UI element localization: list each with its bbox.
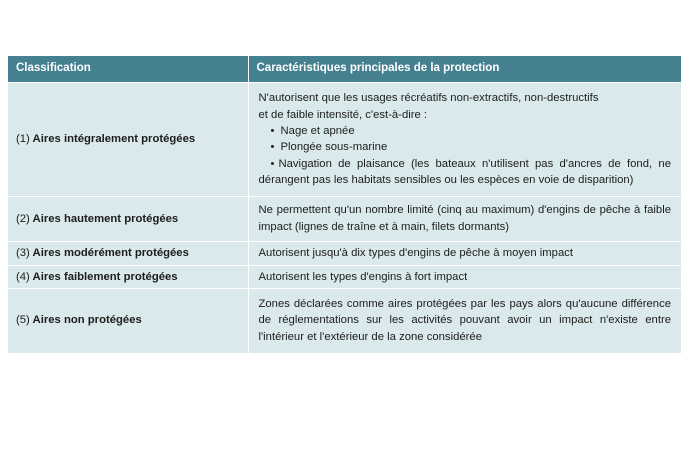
row-label: Aires intégralement protégées: [32, 133, 196, 146]
table-body: [8, 83, 681, 353]
row-label: Aires hautement protégées: [32, 212, 179, 225]
bullet-icon: •: [270, 141, 275, 154]
row-description-cell: Autorisent les types d'engins à fort impact: [248, 265, 681, 288]
classification-table-container: [8, 56, 681, 353]
bullet-icon: •: [270, 124, 275, 137]
row-description-cell: [248, 83, 681, 197]
classification-table: [8, 56, 681, 353]
row-label-cell: [8, 83, 248, 197]
bullet-list-item: [259, 156, 672, 189]
row-number: (5): [16, 314, 30, 327]
column-header-classification: Classification: [8, 56, 248, 83]
row-number: (2): [16, 212, 30, 225]
table-header: [8, 56, 681, 83]
row-label: Aires faiblement protégées: [32, 270, 178, 283]
description-line: N'autorisent que les usages récréatifs non-extractifs, non-destructifs: [258, 92, 599, 105]
row-label: Aires non protégées: [32, 314, 142, 327]
column-header-characteristics: Caractéristiques principales de la protection: [248, 56, 681, 83]
table-row: [8, 265, 681, 288]
bullet-text: Plongée sous-marine: [280, 141, 388, 154]
bullet-list-item: [259, 123, 672, 139]
bullet-icon: •: [270, 157, 275, 170]
bullet-list: [259, 123, 672, 189]
bullet-list-item: [259, 139, 672, 155]
row-label-cell: [8, 242, 248, 265]
row-label-cell: [8, 197, 248, 242]
row-number: (1): [16, 133, 30, 146]
bullet-text: Nage et apnée: [280, 124, 355, 137]
table-row: [8, 242, 681, 265]
row-label-cell: [8, 265, 248, 288]
row-number: (3): [16, 247, 30, 260]
row-description-cell: Zones déclarées comme aires protégées par les pays alors qu'aucune différence de réglementations sur les activités pouvant avoir un impact n'existe entre l'intérieur et l'extérieur de la zone considérée: [248, 288, 681, 353]
row-label: Aires modérément protégées: [32, 247, 189, 260]
bullet-text: Navigation de plaisance (les bateaux n'utilisent pas d'ancres de fond, ne dérangent pas les habitats sensibles ou les espèces en voie de disparition): [258, 157, 671, 187]
row-number: (4): [16, 270, 30, 283]
table-row: [8, 197, 681, 242]
table-row: [8, 288, 681, 353]
table-row: [8, 83, 681, 197]
table-header-row: [8, 56, 681, 83]
description-line: et de faible intensité, c'est-à-dire :: [258, 108, 428, 121]
row-label-cell: [8, 288, 248, 353]
row-description-cell: Autorisent jusqu'à dix types d'engins de pêche à moyen impact: [248, 242, 681, 265]
row-description-cell: Ne permettent qu'un nombre limité (cinq au maximum) d'engins de pêche à faible impact (lignes de traîne et à main, filets dormants): [248, 197, 681, 242]
